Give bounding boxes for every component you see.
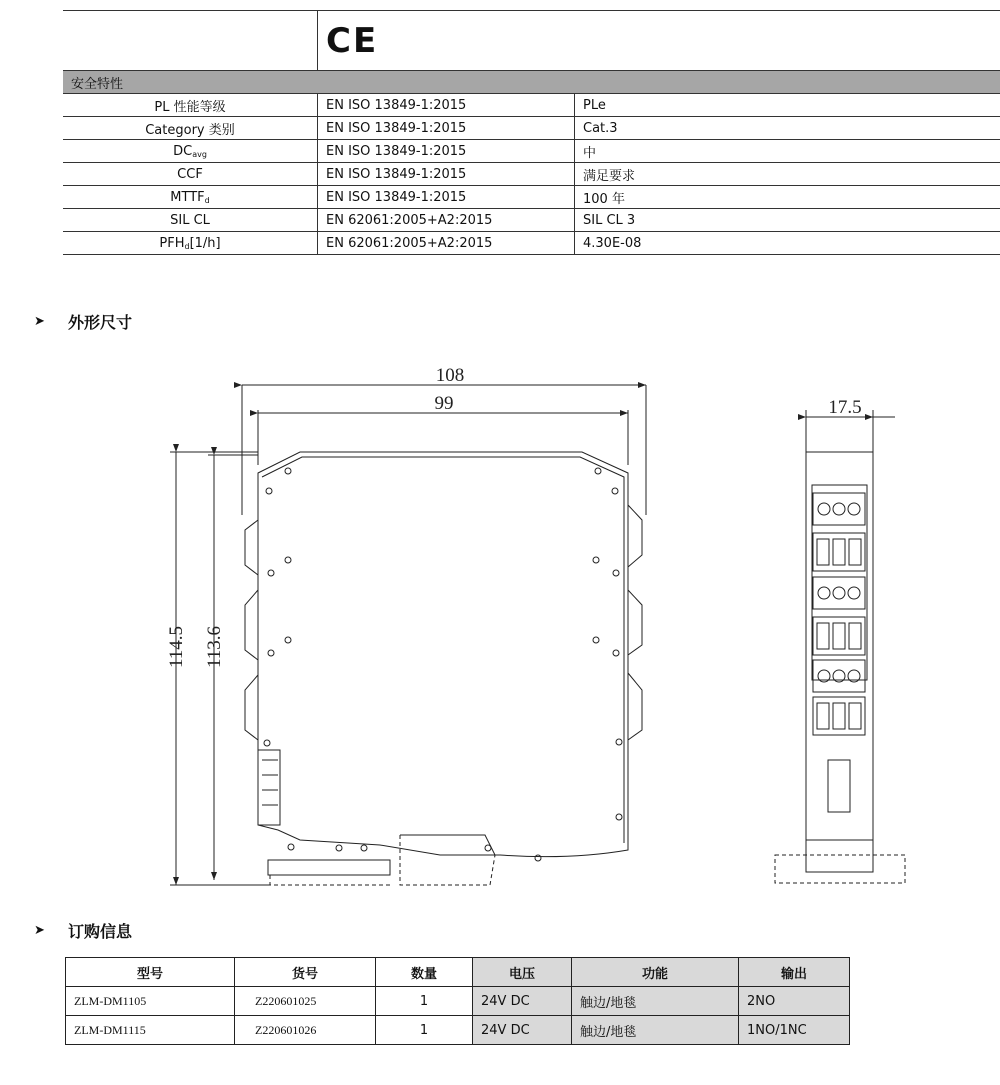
param-name: $MTTF_d$ bbox=[63, 186, 318, 209]
col-header-part-no: 货号 bbox=[235, 958, 376, 987]
param-standard: EN 62061:2005+A2:2015 bbox=[318, 232, 575, 255]
param-name: PL 性能等级 bbox=[63, 94, 318, 117]
param-value: SIL CL 3 bbox=[575, 209, 1000, 232]
param-standard: EN ISO 13849-1:2015 bbox=[318, 117, 575, 140]
param-standard: EN ISO 13849-1:2015 bbox=[318, 163, 575, 186]
table-row bbox=[63, 94, 1000, 117]
param-name: SIL CL bbox=[63, 209, 318, 232]
param-name: $DC_{avg}$ bbox=[63, 140, 318, 163]
param-value: PLe bbox=[575, 94, 1000, 117]
col-header-model: 型号 bbox=[66, 958, 235, 987]
table-header-row bbox=[66, 958, 850, 987]
param-value: 中 bbox=[575, 140, 1000, 163]
dim-height-inner: 113.6 bbox=[204, 625, 225, 669]
cell-output: 1NO/1NC bbox=[739, 1016, 850, 1045]
arrow-bullet-icon: ➤ bbox=[34, 314, 45, 329]
table-row bbox=[66, 987, 850, 1016]
cell-output: 2NO bbox=[739, 987, 850, 1016]
cell-model: ZLM-DM1115 bbox=[66, 1016, 235, 1045]
dimensions-heading bbox=[34, 310, 132, 333]
housing-front-view bbox=[245, 452, 642, 885]
param-standard: EN ISO 13849-1:2015 bbox=[318, 94, 575, 117]
safety-table bbox=[63, 10, 1000, 255]
cell-model: ZLM-DM1105 bbox=[66, 987, 235, 1016]
cell-voltage: 24V DC bbox=[473, 1016, 572, 1045]
col-header-function: 功能 bbox=[572, 958, 739, 987]
col-header-qty: 数量 bbox=[376, 958, 473, 987]
param-name: Category 类别 bbox=[63, 117, 318, 140]
table-row bbox=[63, 117, 1000, 140]
arrow-bullet-icon: ➤ bbox=[34, 923, 45, 938]
ce-cell bbox=[318, 11, 1000, 71]
cell-function: 触边/地毯 bbox=[572, 1016, 739, 1045]
cell-part-no: Z220601025 bbox=[235, 987, 376, 1016]
cell-voltage: 24V DC bbox=[473, 987, 572, 1016]
param-standard: EN ISO 13849-1:2015 bbox=[318, 140, 575, 163]
param-value: 100 年 bbox=[575, 186, 1000, 209]
dim-height-overall: 114.5 bbox=[166, 625, 187, 669]
cell-qty: 1 bbox=[376, 987, 473, 1016]
dim-depth: 17.5 bbox=[828, 397, 862, 418]
table-row bbox=[63, 232, 1000, 255]
param-value: Cat.3 bbox=[575, 117, 1000, 140]
ce-row bbox=[63, 11, 1000, 71]
ordering-table bbox=[65, 957, 850, 1045]
heading-label: 外形尺寸 bbox=[68, 313, 133, 332]
section-title: 安全特性 bbox=[63, 71, 1000, 94]
param-name: $PFH_d[1/h]$ bbox=[63, 232, 318, 255]
dim-width-overall: 108 bbox=[435, 365, 465, 386]
cell-part-no: Z220601026 bbox=[235, 1016, 376, 1045]
param-name: CCF bbox=[63, 163, 318, 186]
heading-label: 订购信息 bbox=[68, 922, 133, 941]
dimension-drawing bbox=[150, 355, 910, 895]
table-row bbox=[63, 163, 1000, 186]
table-row bbox=[63, 140, 1000, 163]
ce-mark-logo: CE bbox=[326, 20, 379, 61]
section-header-row bbox=[63, 71, 1000, 94]
col-header-output: 输出 bbox=[739, 958, 850, 987]
param-standard: EN 62061:2005+A2:2015 bbox=[318, 209, 575, 232]
param-value: 满足要求 bbox=[575, 163, 1000, 186]
cell-qty: 1 bbox=[376, 1016, 473, 1045]
param-value: 4.30E-08 bbox=[575, 232, 1000, 255]
empty-cell bbox=[63, 11, 318, 71]
table-row bbox=[63, 186, 1000, 209]
housing-side-view bbox=[775, 397, 905, 883]
dim-width-inner: 99 bbox=[434, 393, 454, 414]
table-row bbox=[63, 209, 1000, 232]
ordering-heading bbox=[34, 919, 132, 942]
col-header-voltage: 电压 bbox=[473, 958, 572, 987]
table-row bbox=[66, 1016, 850, 1045]
param-standard: EN ISO 13849-1:2015 bbox=[318, 186, 575, 209]
cell-function: 触边/地毯 bbox=[572, 987, 739, 1016]
